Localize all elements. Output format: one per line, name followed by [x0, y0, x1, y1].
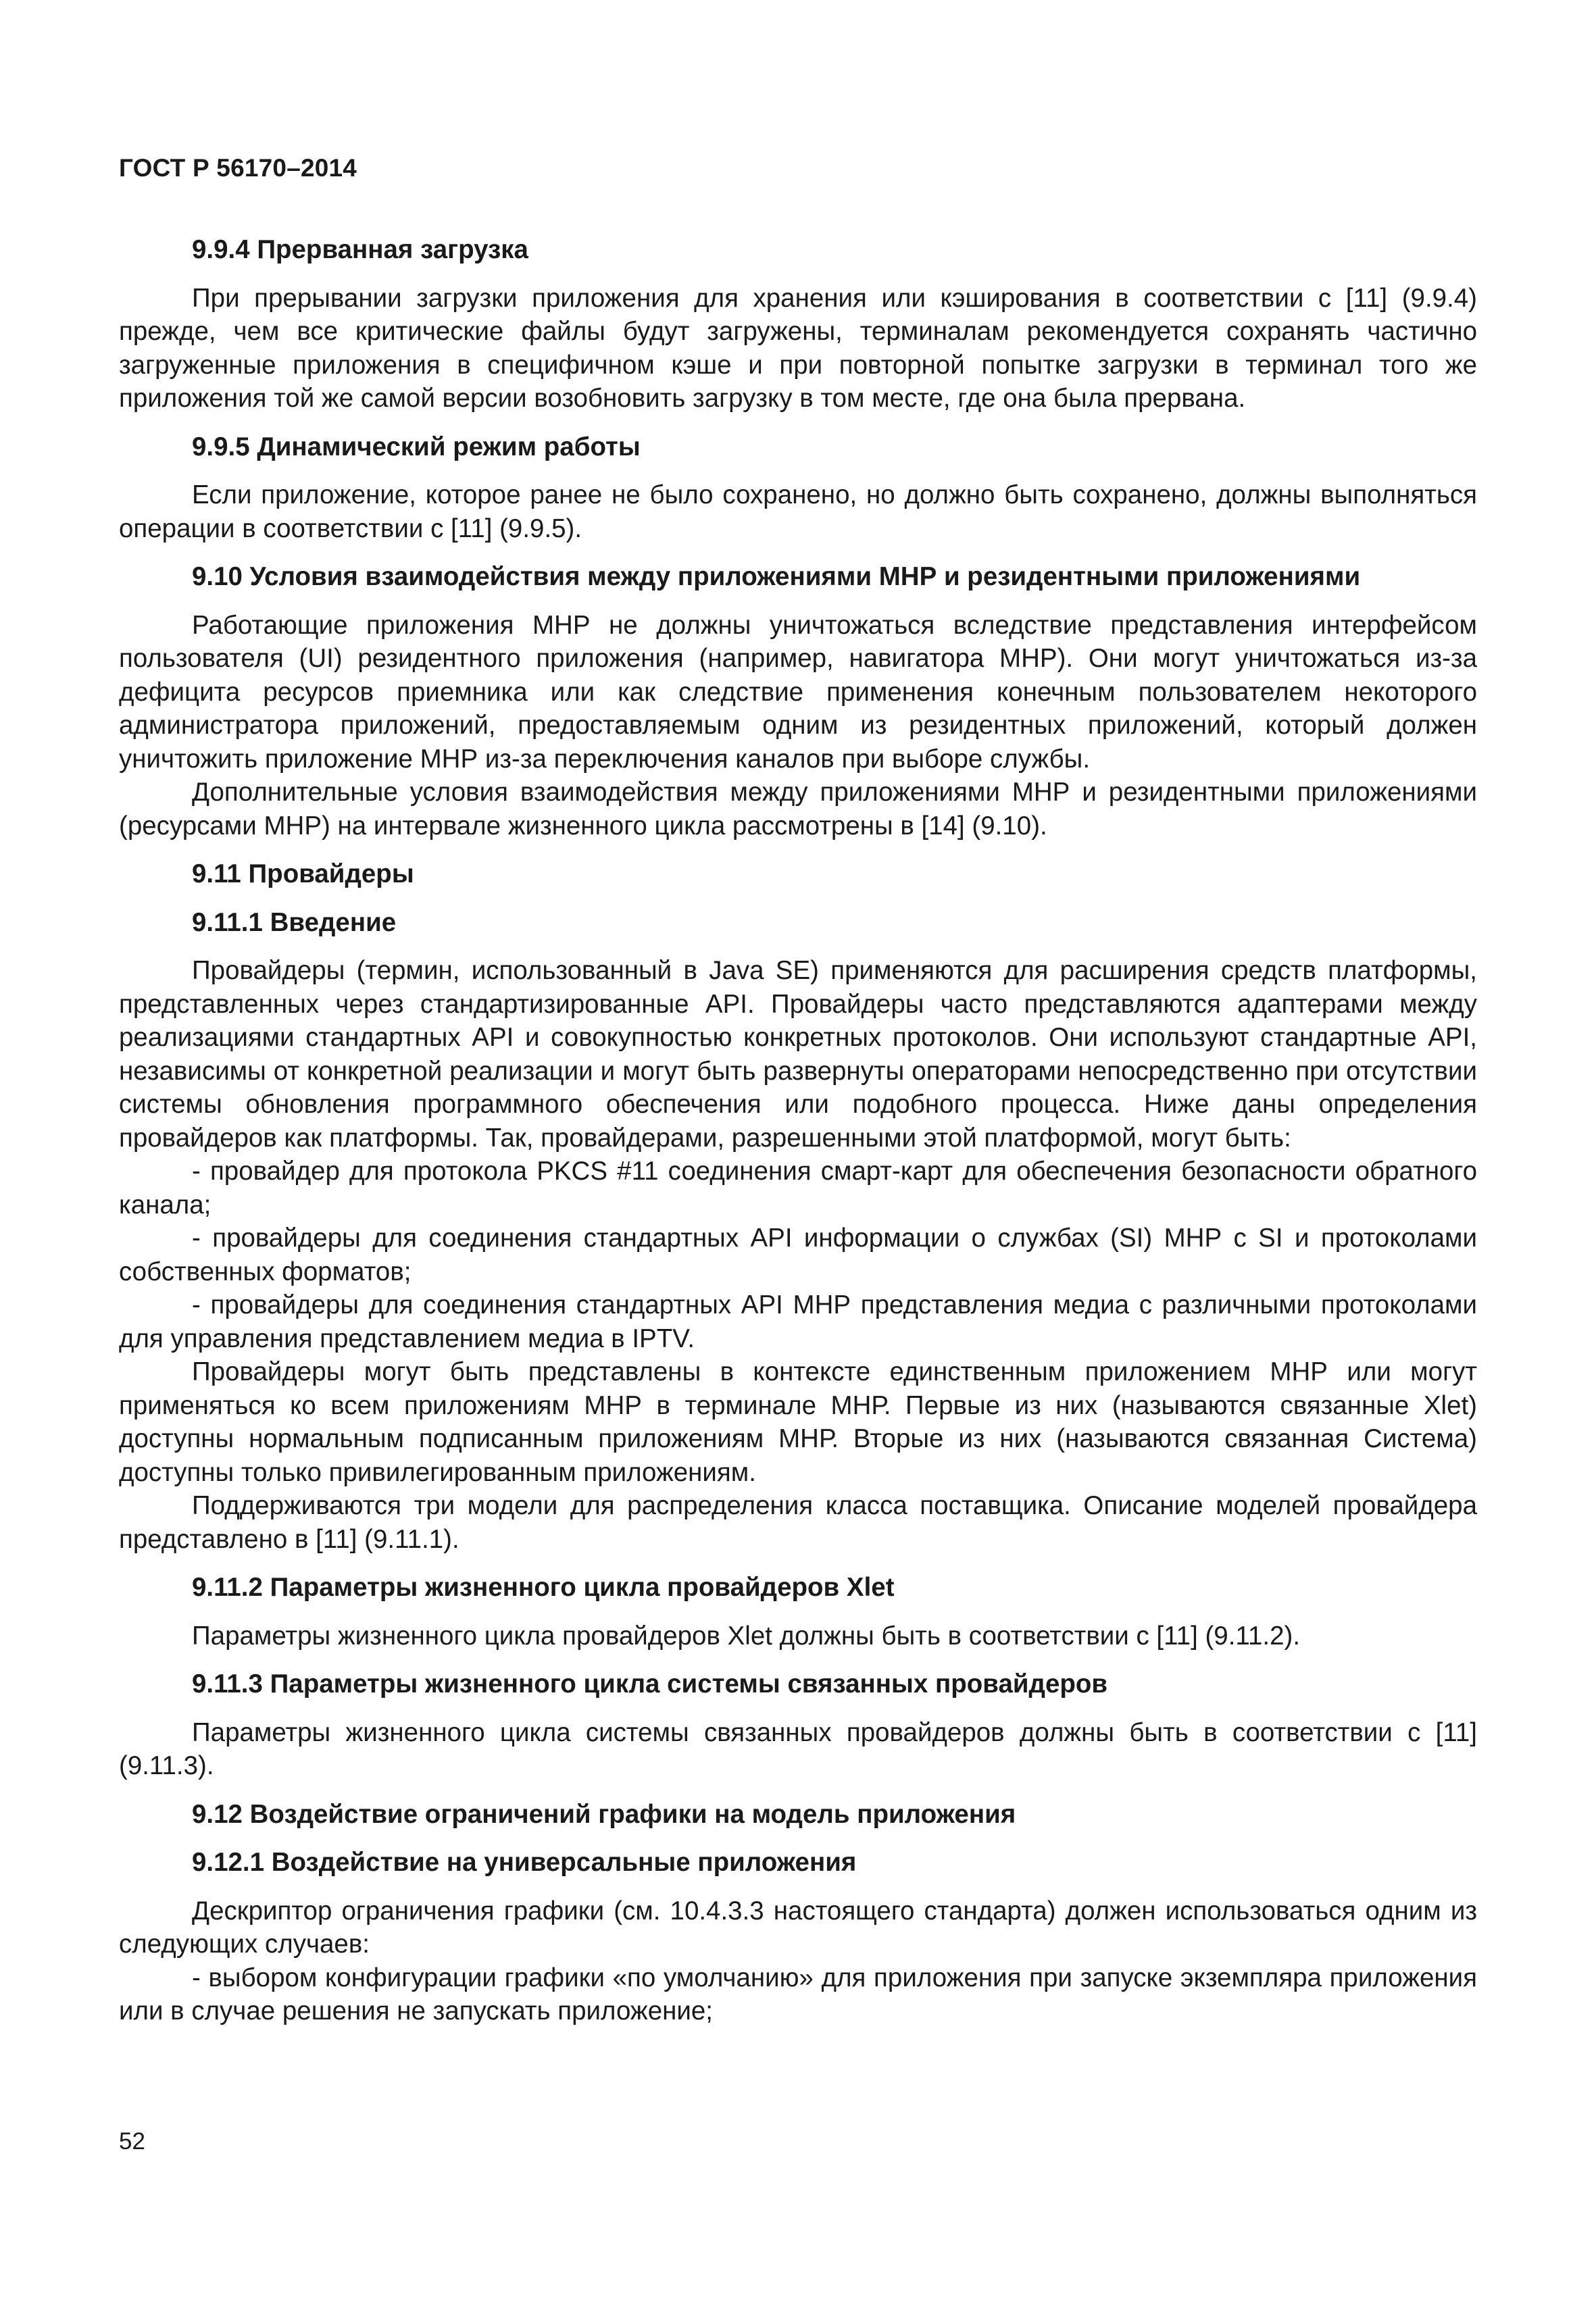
- section-heading: 9.11.1 Введение: [192, 907, 397, 937]
- paragraph: Параметры жизненного цикла провайдеров Xlet должны быть в соответствии с [11] (9.11.2).: [192, 1621, 1301, 1651]
- paragraph: Поддерживаются три модели для распределения класса поставщика. Описание моделей провайдера представлено в [11] (9.11.1).: [119, 1491, 1477, 1554]
- paragraph: Провайдеры могут быть представлены в контексте единственным приложением МНР или могут применяться ко всем приложениям МНР в терминале МНР. Первые из них (называются связанные Xlet) доступны нормальным подписанным приложениям МНР. Вторые из них (называются связанная Система) доступны только привилегированным приложениям.: [119, 1357, 1477, 1487]
- paragraph: При прерывании загрузки приложения для хранения или кэширования в соответствии с [11] (9.9.4) прежде, чем все критические файлы будут загружены, терминалам рекомендуется сохранять частично загруженные приложения в специфичном кэше и при повторной попытке загрузки в терминал того же приложения той же самой версии возобновить загрузку в том месте, где она была прервана.: [119, 283, 1477, 413]
- paragraph: Провайдеры (термин, использованный в Java SE) применяются для расширения средств платформы, представленных через стандартизированные API. Провайдеры часто представляются адаптерами между реализациями стандартных API и совокупностью конкретных протоколов. Они используют стандартные API, независимы от конкретной реализации и могут быть развернуты операторами непосредственно при отсутствии системы обновления программного обеспечения или подобного процесса. Ниже даны определения провайдеров как платформы. Так, провайдерами, разрешенными этой платформой, могут быть:: [119, 956, 1477, 1153]
- document-body: [119, 233, 1477, 2028]
- section-heading: 9.11.3 Параметры жизненного цикла системы связанных провайдеров: [192, 1669, 1108, 1699]
- section-heading: 9.10 Условия взаимодействия между приложениями МНР и резидентными приложениями: [192, 562, 1361, 591]
- paragraph: Дескриптор ограничения графики (см. 10.4.3.3 настоящего стандарта) должен использоваться одним из следующих случаев:: [119, 1896, 1477, 1959]
- page-number: 52: [119, 2128, 145, 2155]
- paragraph: - провайдер для протокола PKCS #11 соединения смарт-карт для обеспечения безопасности обратного канала;: [119, 1157, 1477, 1219]
- paragraph: Дополнительные условия взаимодействия между приложениями МНР и резидентными приложениями (ресурсами МНР) на интервале жизненного цикла рассмотрены в [14] (9.10).: [119, 778, 1477, 840]
- section-heading: 9.11.2 Параметры жизненного цикла провайдеров Xlet: [192, 1573, 895, 1602]
- paragraph: Параметры жизненного цикла системы связанных провайдеров должны быть в соответствии с [11] (9.11.3).: [119, 1717, 1477, 1780]
- paragraph: - выбором конфигурации графики «по умолчанию» для приложения при запуске экземпляра приложения или в случае решения не запускать приложение;: [119, 1963, 1477, 2026]
- paragraph: Если приложение, которое ранее не было сохранено, но должно быть сохранено, должны выполняться операции в соответствии с [11] (9.9.5).: [119, 480, 1477, 543]
- section-heading: 9.12.1 Воздействие на универсальные приложения: [192, 1848, 857, 1877]
- paragraph: Работающие приложения МНР не должны уничтожаться вследствие представления интерфейсом пользователя (UI) резидентного приложения (например, навигатора МНР). Они могут уничтожаться из-за дефицита ресурсов приемника или как следствие применения конечным пользователем некоторого администратора приложений, предоставляемым одним из резидентных приложений, который должен уничтожить приложение МНР из-за переключения каналов при выборе службы.: [119, 610, 1477, 774]
- document-code: ГОСТ Р 56170–2014: [119, 154, 357, 182]
- paragraph: - провайдеры для соединения стандартных API МНР представления медиа с различными протоколами для управления представлением медиа в IPTV.: [119, 1290, 1477, 1353]
- paragraph: - провайдеры для соединения стандартных API информации о службах (SI) МНР с SI и протоколами собственных форматов;: [119, 1224, 1477, 1286]
- section-heading: 9.12 Воздействие ограничений графики на модель приложения: [192, 1799, 1016, 1829]
- section-heading: 9.11 Провайдеры: [192, 859, 414, 888]
- section-heading: 9.9.5 Динамический режим работы: [192, 432, 641, 461]
- section-heading: 9.9.4 Прерванная загрузка: [192, 235, 528, 264]
